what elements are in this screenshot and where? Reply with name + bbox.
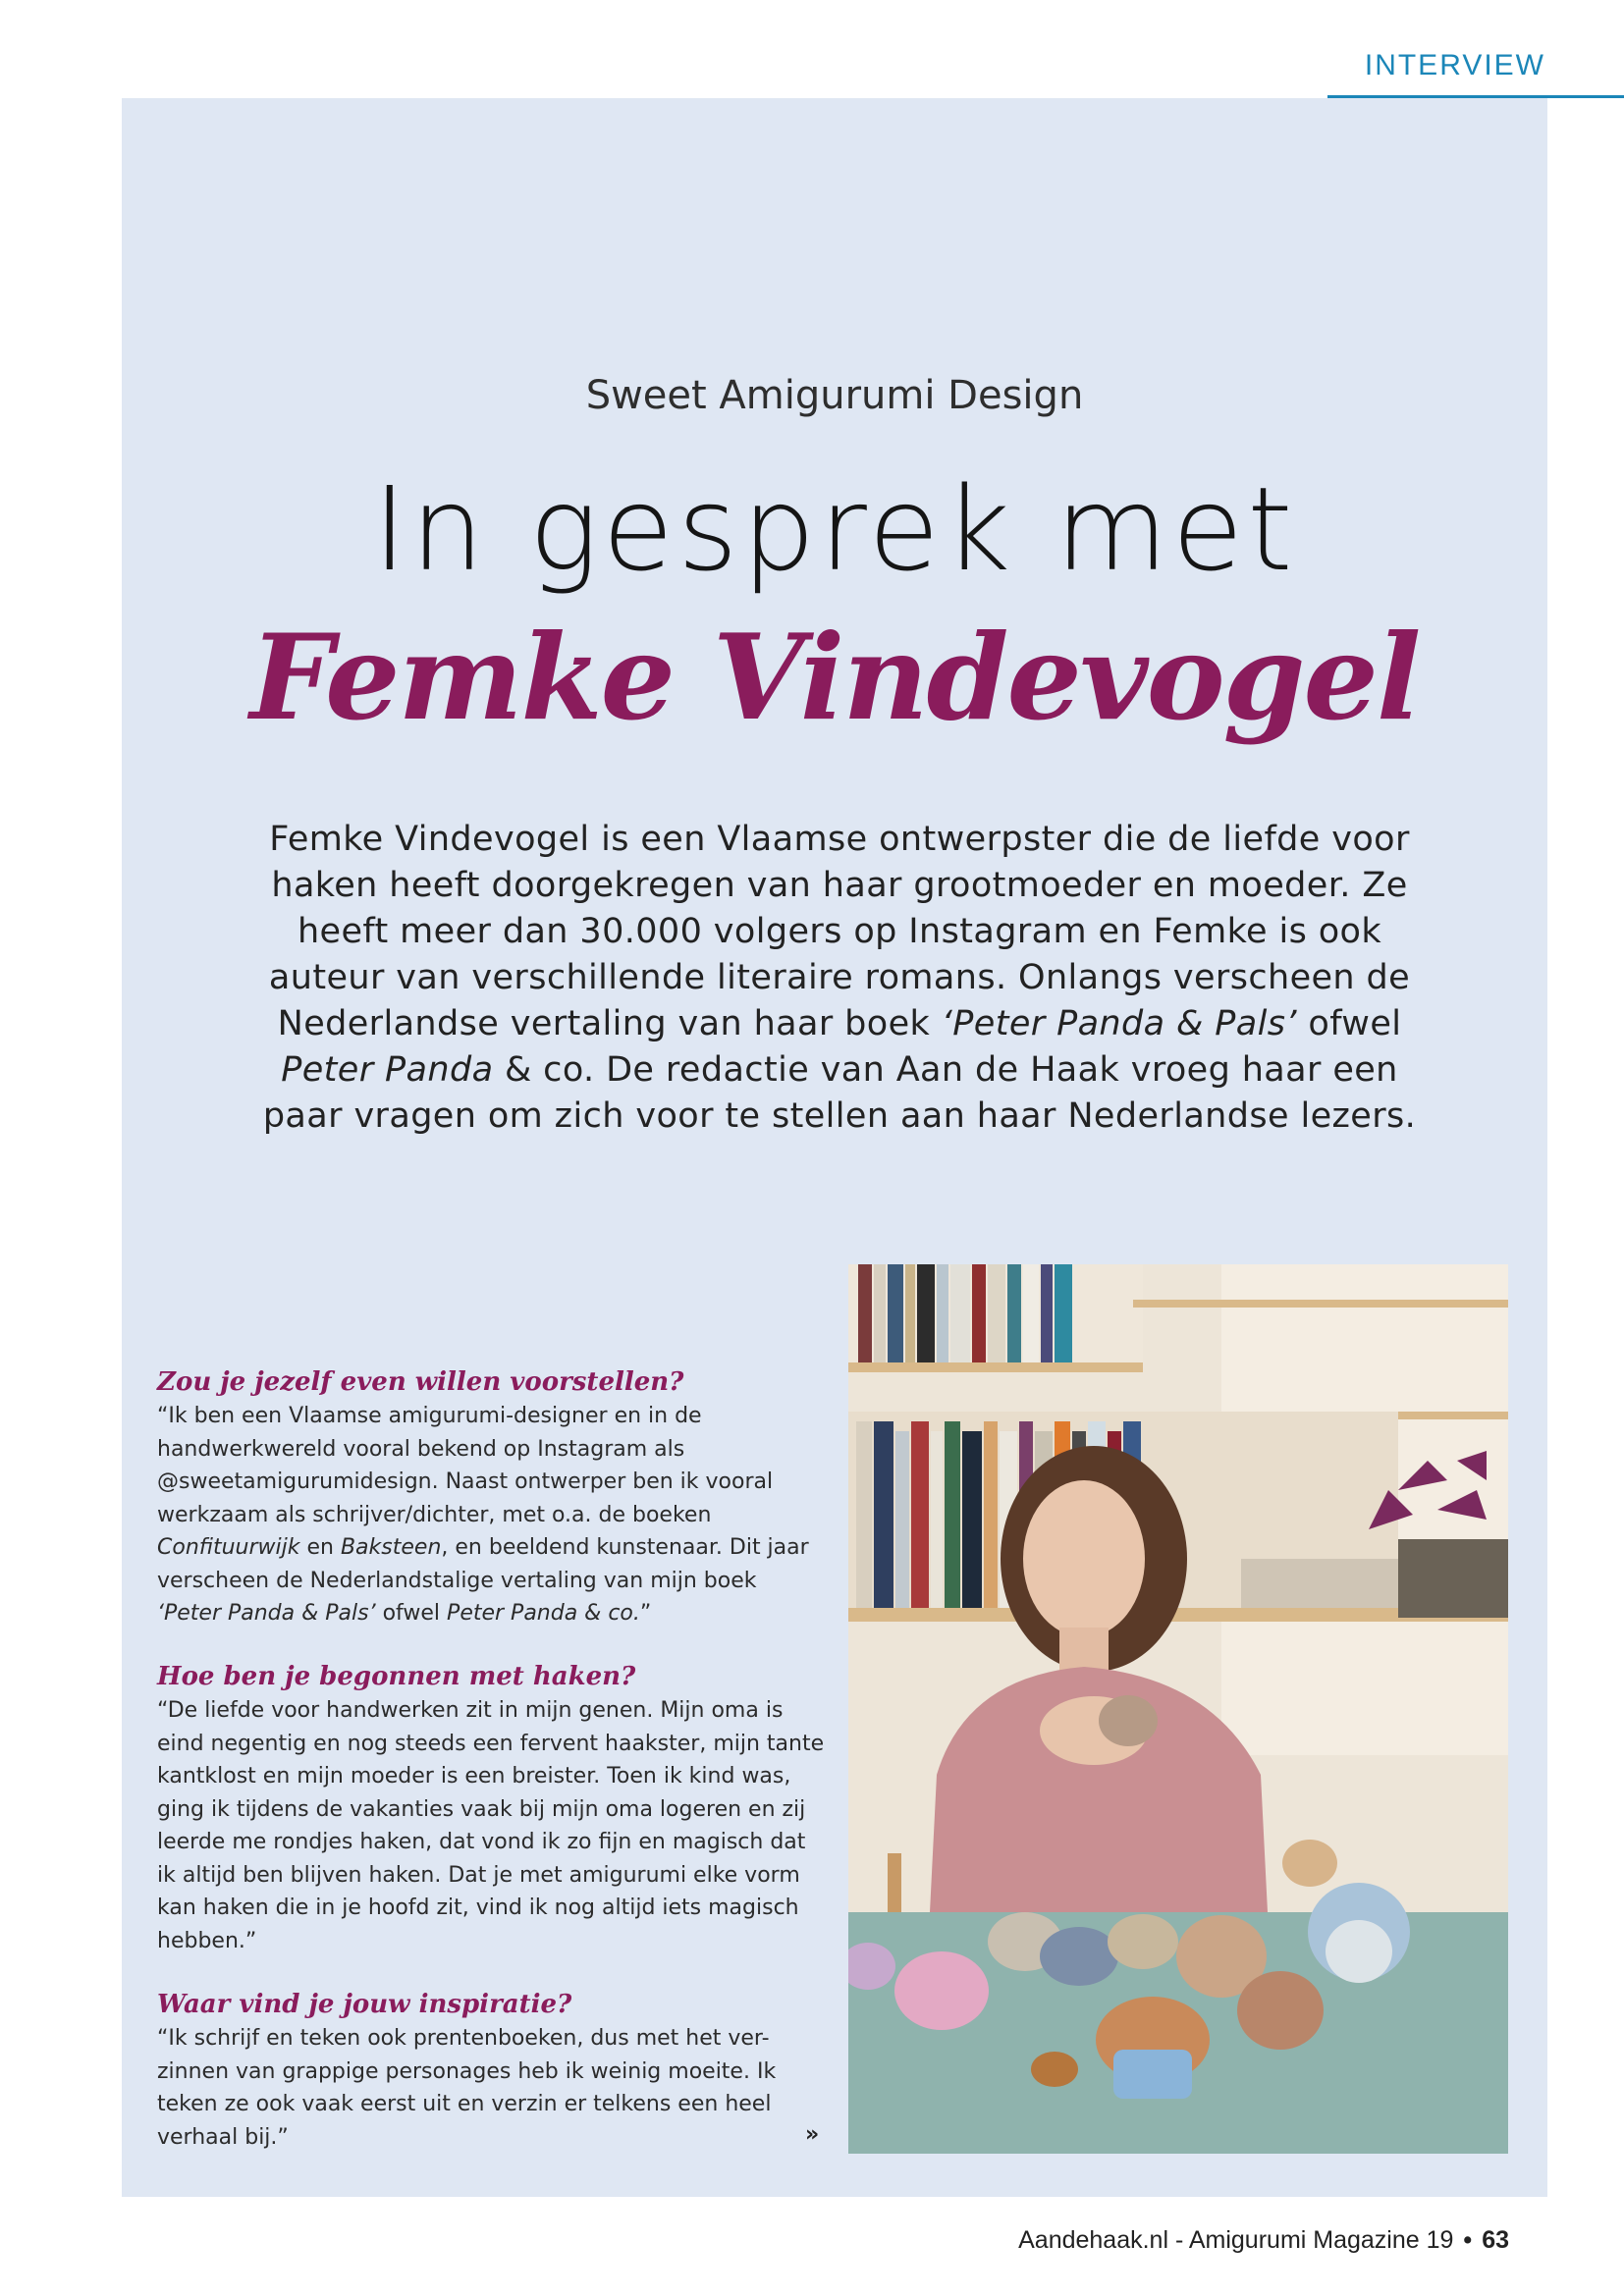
answer-text: “De liefde voor handwerken zit in mijn genen. Mijn oma is eind negentig en nog steeds een fervent haakster, mijn tante kantklost en mijn moeder is een breister. Toen ik kind was, ging ik tijdens de vakanties vaak bij mijn oma logeren en zij leerde me rondjes haken, dat vond ik zo fijn en magisch dat ik altijd ben blijven haken. Dat je met amigurumi elke vorm kan haken die in je hoofd zit, vind ik nog altijd iets magisch hebben.” [157,1698,825,1953]
page-footer [1018,2226,1509,2255]
qa-block-3 [157,1987,825,2154]
intro-paragraph: Femke Vindevogel is een Vlaamse ontwerpster die de liefde voor haken heeft doorgekregen van haar grootmoeder en moeder. Ze heeft meer dan 30.000 volgers op Instagram en Femke is ook auteur van verschillende literaire romans. Onlangs verscheen de Nederlandse vertaling van haar boek ‘Peter Panda & Pals’ ofwel Peter Panda & co. De redactie van Aan de Haak vroeg haar een paar vragen om zich voor te stellen aan haar Nederlandse lezers. [262,820,1417,1136]
section-tag: INTERVIEW [1364,49,1545,81]
footer-bullet: • [1463,2226,1473,2254]
question-heading: Hoe ben je begonnen met haken? [157,1662,636,1691]
portrait-photo [848,1264,1508,2154]
page-number: 63 [1482,2226,1509,2254]
title-line-2: Femke Vindevogel [249,609,1420,747]
answer-text: “Ik schrijf en teken ook prentenboeken, dus met het ver-zinnen van grappige personages heb ik weinig moeite. Ik teken ze ook vaak eerst uit en verzin er telkens een heel verhaal bij.” [157,2026,777,2150]
qa-block-1 [157,1364,825,1630]
title-line-1: In gesprek met [372,461,1297,597]
question-heading: Waar vind je jouw inspiratie? [157,1990,572,2019]
footer-site: Aandehaak.nl - Amigurumi Magazine 19 [1018,2226,1454,2254]
qa-block-2 [157,1659,825,1957]
question-heading: Zou je jezelf even willen voorstellen? [157,1367,684,1397]
article-kicker: Sweet Amigurumi Design [585,373,1084,418]
photo-illustration [848,1264,1508,2154]
continue-arrow: » [805,2122,820,2147]
answer-text: “Ik ben een Vlaamse amigurumi-designer en in de handwerkwereld vooral bekend op Instagram als @sweetamigurumidesign. Naast ontwerper ben ik vooral werkzaam als schrijver/dichter, met o.a. de boeken Confituurwijk en Baksteen, en beeldend kunstenaar. Dit jaar verscheen de Nederlandstalige vertaling van mijn boek ‘Peter Panda & Pals’ ofwel Peter Panda & co.” [157,1404,809,1626]
